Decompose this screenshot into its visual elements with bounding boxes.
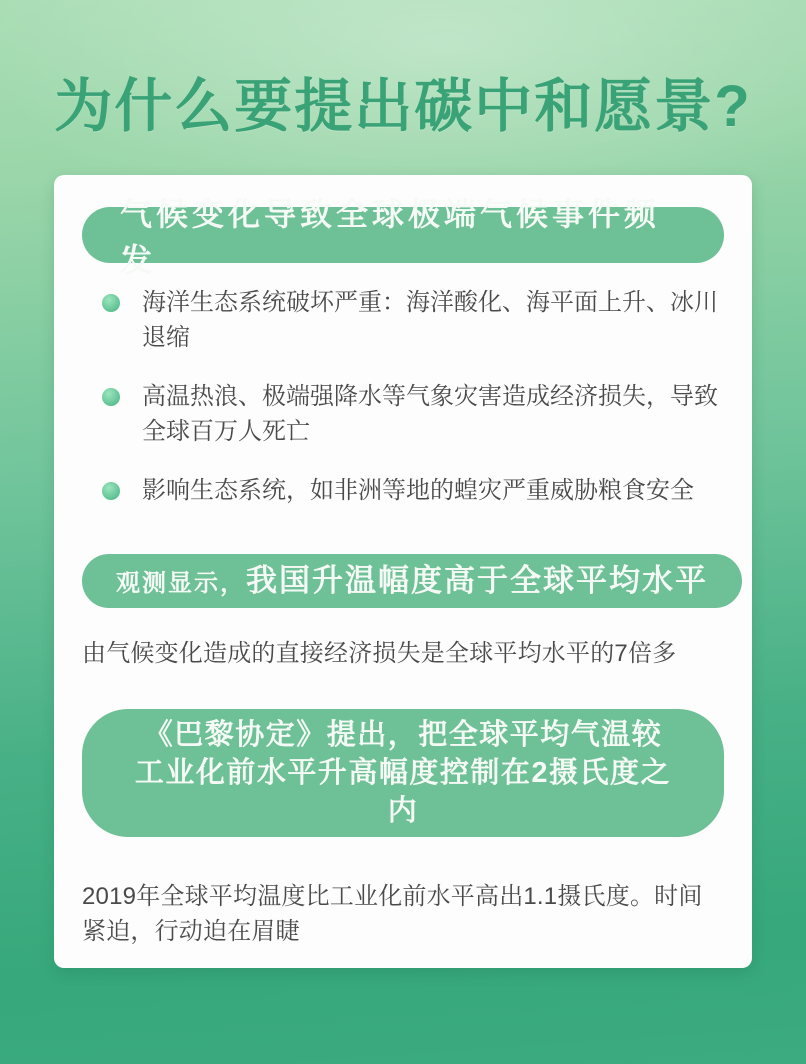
- paragraph-economic-loss: 由气候变化造成的直接经济损失是全球平均水平的7倍多: [82, 640, 677, 667]
- bullet-text-ocean-ecosystem: 海洋生态系统破坏严重：海洋酸化、海平面上升、冰川退缩: [142, 289, 718, 351]
- paragraph-2019-temperature: 2019年全球平均温度比工业化前水平高出1.1摄氏度。时间紧迫，行动迫在眉睫: [82, 883, 703, 945]
- bullet-text-heatwaves-losses: 高温热浪、极端强降水等气象灾害造成经济损失，导致全球百万人死亡: [142, 383, 718, 445]
- bullet-dot-icon: [102, 482, 120, 500]
- bullet-dot-icon: [102, 294, 120, 312]
- badge-paris-agreement: [82, 709, 724, 837]
- badge-china-warming-prefix: 观测显示，: [116, 570, 246, 597]
- bullet-text-ecosystem-locusts: 影响生态系统，如非洲等地的蝗灾严重威胁粮食安全: [142, 477, 694, 504]
- bullet-list: [82, 285, 724, 508]
- bullet-dot-icon: [102, 388, 120, 406]
- badge-climate-events: [82, 196, 724, 278]
- badge-climate-events-label: 气候变化导致全球极端气候事件频发: [120, 196, 661, 278]
- badge-paris-agreement-line2: 工业化前水平升高幅度控制在2摄氏度之内: [134, 757, 672, 827]
- badge-paris-agreement-line1: 《巴黎协定》提出，把全球平均气温较: [143, 719, 663, 751]
- poster-title: 为什么要提出碳中和愿景?: [54, 74, 752, 139]
- list-item: [102, 285, 724, 355]
- badge-china-warming: [82, 554, 742, 608]
- list-item: [102, 379, 724, 449]
- info-card: [54, 175, 752, 968]
- list-item: [102, 473, 724, 508]
- badge-china-warming-main: 我国升温幅度高于全球平均水平: [246, 563, 708, 598]
